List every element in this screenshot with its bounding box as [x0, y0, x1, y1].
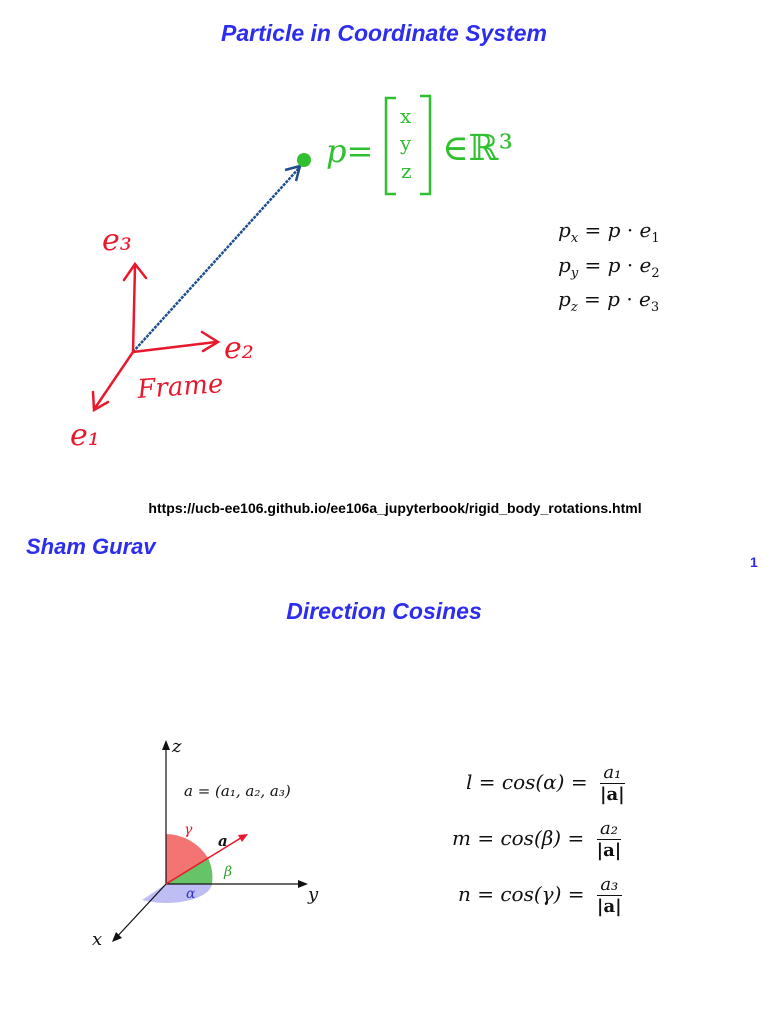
- eq-m-lhs: m = cos(β) =: [452, 826, 585, 850]
- vector-a-definition: a = (a₁, a₂, a₃): [184, 782, 291, 800]
- slide2-title: Direction Cosines: [286, 598, 482, 624]
- in-r3-label: ∈ℝ³: [442, 128, 513, 169]
- direction-cosines-diagram: [80, 730, 420, 960]
- vector-bracket-left: [386, 98, 396, 194]
- eq-py: $p_y = p \cdot e_2$: [558, 253, 660, 281]
- eq-n-num: a₃: [597, 874, 622, 896]
- frame-label: Frame: [136, 369, 225, 405]
- x-axis: [114, 884, 166, 940]
- page-number: 1: [750, 554, 758, 570]
- e1-axis: [95, 352, 133, 408]
- e2-label: e₂: [224, 331, 254, 366]
- alpha-wedge: [142, 884, 212, 903]
- eq-l: [466, 762, 625, 805]
- eq-l-num: a₁: [600, 762, 625, 784]
- eq-pz: $p_z = p \cdot e_3$: [558, 287, 660, 315]
- e3-label: e₃: [102, 223, 132, 258]
- particle-point: [297, 153, 311, 167]
- eq-px: $p_x = p \cdot e_1$: [558, 218, 660, 246]
- eq-m-num: a₂: [597, 818, 622, 840]
- axis-z-label: z: [172, 736, 182, 757]
- author-name: Sham Gurav: [26, 534, 156, 559]
- vector-z: z: [401, 159, 412, 183]
- particle-sketch: [0, 80, 768, 550]
- eq-n-den: |a|: [596, 896, 622, 917]
- gamma-label: γ: [184, 822, 193, 838]
- alpha-label: α: [186, 886, 196, 902]
- p-equals-label: p=: [326, 132, 374, 170]
- vector-bracket-right: [420, 96, 430, 194]
- e1-label: e₁: [70, 418, 100, 453]
- eq-m-den: |a|: [596, 840, 622, 861]
- position-vector: [133, 167, 300, 352]
- axis-x-label: x: [92, 929, 103, 950]
- eq-l-lhs: l = cos(α) =: [466, 770, 588, 794]
- eq-l-den: |a|: [599, 784, 625, 805]
- y-arrowhead: [298, 880, 308, 888]
- eq-n-lhs: n = cos(γ) =: [458, 882, 585, 906]
- eq-n: [458, 874, 622, 917]
- beta-label: β: [224, 864, 233, 880]
- source-url[interactable]: https://ucb-ee106.github.io/ee106a_jupyterbook/rigid_body_rotations.html: [148, 500, 642, 516]
- eq-m: [452, 818, 621, 861]
- vector-a-label: a: [218, 832, 228, 850]
- e3-axis: [133, 266, 135, 352]
- z-arrowhead: [162, 740, 170, 750]
- vector-y: y: [400, 131, 412, 155]
- slide1-title: Particle in Coordinate System: [221, 20, 547, 46]
- axis-y-label: y: [308, 884, 319, 905]
- vector-x: x: [400, 104, 412, 128]
